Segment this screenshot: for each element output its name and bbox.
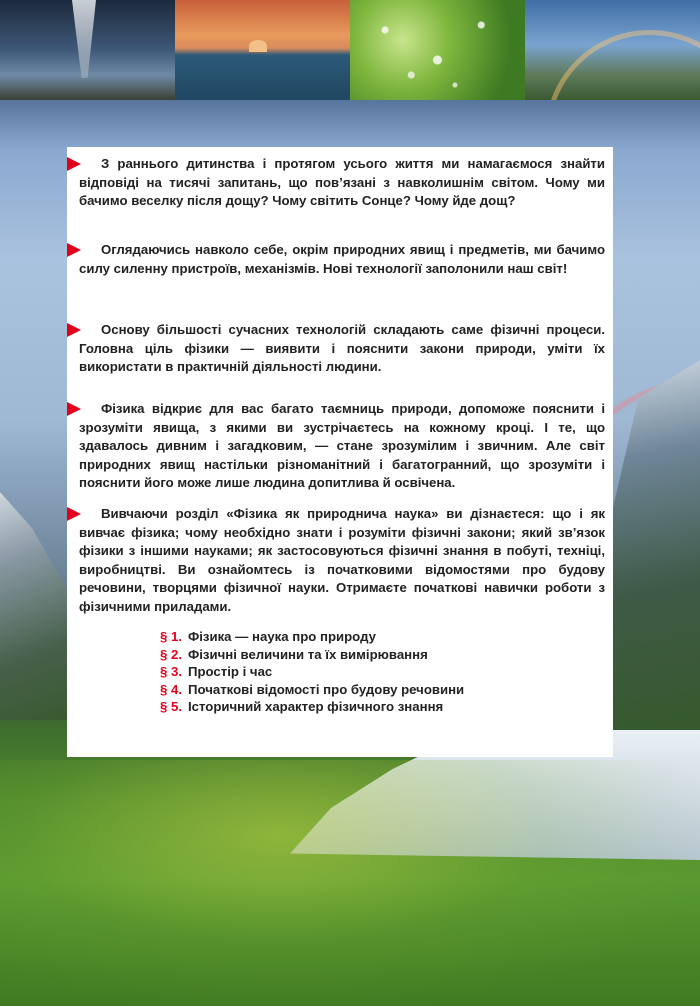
red-triangle-marker-icon [67, 323, 81, 337]
section-number: § 1. [160, 629, 182, 644]
section-title: Початкові відомості про будову речовини [188, 681, 465, 697]
section-number: § 3. [160, 664, 182, 679]
top-photo-strip [0, 0, 700, 100]
intro-text-panel [67, 147, 613, 757]
intro-paragraph-3 [79, 321, 605, 377]
intro-paragraph-1 [79, 155, 605, 211]
section-number: § 2. [160, 646, 182, 662]
toc-item-4 [160, 681, 464, 699]
red-triangle-marker-icon [67, 157, 81, 171]
intro-paragraph-5 [79, 505, 605, 616]
paragraph-text: Оглядаючись навколо себе, окрім природних явищ і предметів, ми бачимо силу силенну пристроїв, механізмів. Нові технології заполонили наш світ! [79, 242, 605, 276]
paragraph-text: Фізика відкриє для вас багато таємниць природи, допоможе пояснити і зрозуміти явища, з якими ви зустрічаєтесь на кожному кроці. І те, що здавалось дивним і загадковим, — стане зрозумілим і звичним. Але світ природних явищ настільки різноманітний і багатогранний, що зрозуміти і пояснити його може лише людина допитлива й освічена. [79, 401, 605, 490]
red-triangle-marker-icon [67, 402, 81, 416]
paragraph-text: Основу більшості сучасних технологій складають саме фізичні процеси. Головна ціль фізики — виявити і пояснити закони природи, уміти їх використати в практичній діяльності людини. [79, 322, 605, 374]
sunset-photo [175, 0, 350, 100]
section-title: Фізика — наука про природу [188, 629, 376, 644]
meadow-decoration [0, 760, 700, 1006]
toc-item-3 [160, 663, 464, 681]
intro-paragraph-4 [79, 400, 605, 493]
toc-item-5 [160, 698, 464, 716]
dew-drops-photo [350, 0, 525, 100]
red-triangle-marker-icon [67, 507, 81, 521]
toc-item-1 [160, 628, 464, 646]
paragraph-text: З раннього дитинства і протягом усього життя ми намагаємося знайти відповіді на тисячі запитань, що пов’язані з навколишнім світом. Чому ми бачимо веселку після дощу? Чому світить Сонце? Чому йде дощ? [79, 156, 605, 208]
intro-paragraph-2 [79, 241, 605, 278]
red-triangle-marker-icon [67, 243, 81, 257]
section-title: Простір і час [188, 664, 273, 679]
section-contents-list [160, 628, 464, 716]
tornado-photo [0, 0, 175, 100]
paragraph-text: Вивчаючи розділ «Фізика як природнича наука» ви дізнаєтеся: що і як вивчає фізика; чому необхідно знати і розуміти фізичні закони; який зв’язок фізики з іншими науками; як застосовуються фізичні знання в побуті, техніці, виробництві. Ви ознайомтесь із початковими відомостями про будову речовини, творцями фізичної науки. Отримаєте початкові навички роботи з фізичними приладами. [79, 506, 605, 614]
section-number: § 5. [160, 699, 182, 714]
section-number: § 4. [160, 681, 182, 697]
section-title: Історичний характер фізичного знання [188, 699, 444, 714]
rainbow-photo [525, 0, 700, 100]
section-title: Фізичні величини та їх вимірювання [188, 646, 428, 662]
toc-item-2 [160, 646, 464, 664]
